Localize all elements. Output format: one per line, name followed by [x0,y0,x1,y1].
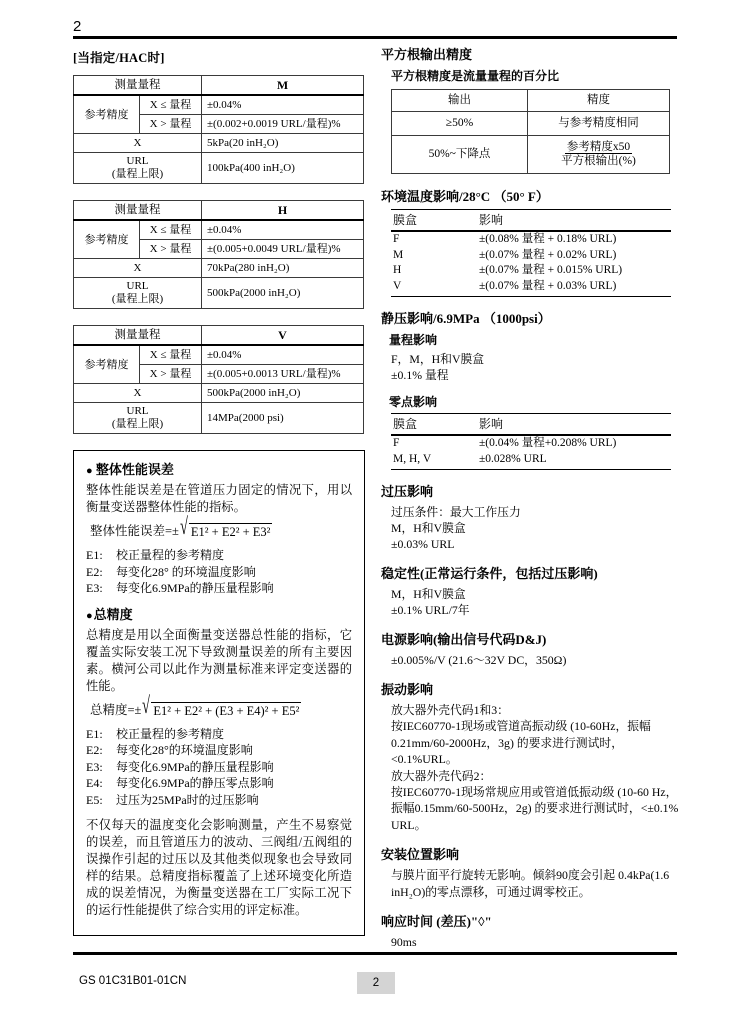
legend-text: 每变化6.9MPa的静压量程影响 [116,759,274,774]
table-row [74,326,364,346]
overall-performance-paragraph: 整体性能误差是在管道压力固定的情况下，用以衡量变送器整体性能的指标。 [86,483,352,514]
footer-rule [73,952,677,955]
list-item [86,564,352,581]
overall-performance-formula [90,514,352,540]
column-header-capsule: 膜盒 [391,414,477,436]
accuracy-fraction [528,136,670,174]
sqrt-accuracy-table [391,89,670,174]
x-label: X [74,259,202,278]
capsule-type: M, H, V [393,452,432,465]
condition-gt: X > 量程 [140,365,202,384]
accuracy-gt: ±(0.002+0.0019 URL/量程)% [202,115,364,134]
overpressure-capsules: M，H和V膜盒 [391,521,466,535]
list-item [86,580,352,597]
ambient-temperature-section [381,186,681,297]
left-column [73,48,363,936]
capsule-type: F [393,233,400,245]
legend-label: E3: [86,759,103,774]
table-row [74,259,364,278]
fraction-denominator: 平方根输出(%) [561,155,636,167]
table-header-row [391,414,671,436]
url-sublabel: (量程上限) [111,418,164,430]
overpressure-condition: 过压条件：最大工作压力 [391,505,521,519]
x-value: 5kPa(20 inH₂O) [202,134,364,153]
effect-value: ±0.028% URL [479,452,547,465]
total-accuracy-legend [86,726,352,809]
reference-accuracy-label: 参考精度 [74,220,140,259]
total-accuracy-formula [90,692,352,719]
radical-symbol [179,514,272,540]
power-supply-value: ±0.005%/V (21.6～32V DC，350Ω) [391,653,567,667]
accuracy-le: ±0.04% [202,345,364,365]
span-effect-value: ±0.1% 量程 [391,368,449,382]
table-header-row [392,90,670,112]
stability-capsules-wrap [391,586,681,602]
formula-body: E1² + E2² + (E3 + E4)² + E5² [153,703,300,718]
table-row [391,452,671,470]
legend-text: 每变化6.9MPa的静压量程影响 [116,581,274,595]
url-label-cell [74,278,202,309]
table-row [391,263,671,279]
legend-text: 每变化28°的环境温度影响 [116,743,253,757]
legend-label: E3: [86,581,103,595]
variant-header: M [202,76,364,96]
measuring-range-header: 测量量程 [74,76,202,96]
list-item [86,775,352,792]
sqrt-section-title: 平方根输出精度 [381,47,473,62]
total-accuracy-title: 总精度 [93,606,133,622]
accuracy-gt: ±(0.005+0.0049 URL/量程)% [202,240,364,259]
reference-accuracy-label: 参考精度 [74,95,140,134]
table-row [74,220,364,240]
legend-text: 过压为25MPa时的过压影响 [116,792,259,807]
ambient-section-title: 环境温度影响/28°C （50° F） [381,189,549,204]
list-item [86,547,352,564]
table-row [74,95,364,115]
stability-title: 稳定性(正常运行条件，包括过压影响) [381,566,598,581]
list-item [86,726,352,743]
column-header-accuracy: 精度 [528,90,670,112]
spacer [86,597,352,606]
spacer [381,383,681,393]
output-value: 50%~下降点 [392,136,528,174]
capsule-type: F [393,437,400,449]
column-header-effect: 影响 [477,210,671,232]
condition-gt: X > 量程 [140,240,202,259]
measuring-range-header: 测量量程 [74,201,202,221]
footer-document-code: GS 01C31B01-01CN [79,975,187,987]
legend-label: E1: [86,726,103,741]
legend-label: E5: [86,792,103,807]
spec-table-h [73,200,364,309]
variant-header: H [202,201,364,221]
formula-left-side: 总精度=± [90,702,142,717]
total-accuracy-heading [86,606,352,625]
sqrt-section-subtitle: 平方根精度是流量量程的百分比 [391,69,560,83]
condition-le: X ≤ 量程 [140,345,202,365]
list-item [86,759,352,776]
vibration-case1-label-wrap [391,702,681,718]
page-header [73,18,677,39]
static-section-title: 静压影响/6.9MPa （1000psi） [381,311,551,326]
accuracy-value: 与参考精度相同 [528,112,670,136]
list-item [86,742,352,759]
url-value: 14MPa(2000 psi) [202,403,364,434]
table-row [391,231,671,248]
vibration-case1-text: 按IEC60770-1现场或管道高振动级 (10-60Hz，振幅 0.21mm/60-2000Hz，3g) 的要求进行测试时，<0.1%URL。 [391,719,651,766]
reference-accuracy-label: 参考精度 [74,345,140,384]
stability-section [381,563,681,618]
accuracy-le: ±0.04% [202,220,364,240]
stability-value: ±0.1% URL/7年 [391,603,470,617]
right-column [381,44,681,961]
url-label: URL [126,155,149,167]
radical-symbol [142,692,301,719]
legend-text: 每变化6.9MPa的静压零点影响 [116,776,274,790]
accuracy-gt: ±(0.005+0.0013 URL/量程)% [202,365,364,384]
performance-info-box [73,450,365,936]
legend-text: 校正量程的参考精度 [116,726,225,741]
vibration-section [381,679,681,833]
spec-table-m [73,75,364,184]
legend-label: E2: [86,743,103,757]
table-row [74,134,364,153]
table-row [392,136,670,174]
total-accuracy-closing-paragraph: 不仅每天的温度变化会影响测量，产生不易察觉的误差，而且管道压力的波动、三阀组/五阀组的误操作引起的过压以及其他类似现象也会导致同样的结果。总精度指标覆盖了上述环境变化所造成的误差情况，为衡量变送器在工厂实际工况下的运行性能提供了综合实用的评定标准。 [86,818,352,917]
url-label: URL [126,405,149,417]
ambient-effect-table [391,209,671,297]
legend-text: 校正量程的参考精度 [116,548,225,562]
response-time-title: 响应时间 (差压)"◊" [381,914,492,929]
url-label-cell [74,153,202,184]
table-row [74,403,364,434]
table-row [74,76,364,96]
legend-label: E4: [86,776,103,790]
effect-value: ±(0.04% 量程+0.208% URL) [479,437,617,449]
sqrt-output-accuracy-section [381,44,681,174]
capsule-type: H [393,264,402,276]
capsule-type: M [393,248,404,261]
table-row [74,384,364,403]
overpressure-value: ±0.03% URL [391,537,455,551]
column-header-effect: 影响 [477,414,671,436]
stability-capsules: M，H和V膜盒 [391,587,466,601]
table-row [391,279,671,297]
effect-value: ±(0.07% 量程 + 0.02% URL) [479,248,617,261]
url-label: URL [126,280,149,292]
total-accuracy-paragraph: 总精度是用以全面衡量变送器总性能的指标，它覆盖实际安装工况下导致测量误差的所有主要因素。横河公司以此作为测量标准来评定变送器的性能。 [86,627,352,693]
overall-performance-heading [86,461,352,480]
legend-label: E2: [86,564,103,579]
formula-left-side: 整体性能误差=± [90,524,179,538]
url-label-cell [74,403,202,434]
vibration-case2-text: 按IEC60770-1现场常规应用或管道低振动级 (10-60 Hz，振幅0.15mm/60-500Hz，2g) 的要求进行测试时，<±0.1% URL。 [391,784,679,832]
mounting-title: 安装位置影响 [381,847,460,862]
bullet-icon: ● [86,609,93,622]
list-item [86,792,352,809]
variant-header: V [202,326,364,346]
table-header-row [391,210,671,232]
condition-le: X ≤ 量程 [140,95,202,115]
vibration-title: 振动影响 [381,682,434,697]
overpressure-section [381,481,681,552]
static-pressure-section [381,308,681,470]
column-header-capsule: 膜盒 [391,210,477,232]
spacer [86,808,352,817]
table-row [74,278,364,309]
sqrt-icon: √ [142,692,151,719]
power-supply-title: 电源影响(输出信号代码D&J) [381,632,547,647]
formula-body: E1² + E2² + E3² [190,525,271,539]
page-header-rule [73,36,677,39]
mounting-position-section [381,844,681,900]
url-sublabel: (量程上限) [111,168,164,180]
url-value: 500kPa(2000 inH₂O) [202,278,364,309]
zero-effect-table [391,413,671,470]
condition-gt: X > 量程 [140,115,202,134]
column-header-output: 输出 [392,90,528,112]
url-sublabel: (量程上限) [111,293,164,305]
bracket-title: [当指定/HAC时] [73,51,165,65]
response-time-value: 90ms [391,935,417,949]
bullet-icon: ● [86,465,93,477]
x-label: X [74,134,202,153]
overall-performance-title: 整体性能误差 [95,462,174,477]
table-row [74,153,364,184]
condition-le: X ≤ 量程 [140,220,202,240]
vibration-case1-label: 放大器外壳代码1和3： [391,703,509,717]
legend-label: E1: [86,548,103,562]
page-header-number: 2 [73,18,82,35]
fraction [559,140,638,168]
overpressure-title: 过压影响 [381,484,434,499]
table-row [391,435,671,452]
span-effect-capsules-wrap [391,351,681,367]
legend-text: 每变化28° 的环境温度影响 [116,564,256,579]
response-time-section [381,911,681,950]
table-row [74,345,364,365]
footer-page-number: 2 [357,972,395,994]
vibration-case2-label-wrap [391,768,681,784]
table-row [392,112,670,136]
x-label: X [74,384,202,403]
table-row [74,201,364,221]
overall-performance-legend [86,547,352,597]
effect-value: ±(0.07% 量程 + 0.015% URL) [479,264,623,276]
x-value: 500kPa(2000 inH₂O) [202,384,364,403]
power-supply-section [381,629,681,668]
measuring-range-header: 测量量程 [74,326,202,346]
mounting-text: 与膜片面平行旋转无影响。倾斜90度会引起 0.4kPa(1.6 inH₂O)的零点漂移，可通过调零校正。 [391,868,670,899]
vibration-case2-label: 放大器外壳代码2： [391,768,492,783]
span-effect-capsules: F，M，H和V膜盒 [391,352,485,366]
capsule-type: V [393,279,402,292]
output-value: ≥50% [392,112,528,136]
url-value: 100kPa(400 inH₂O) [202,153,364,184]
x-value: 70kPa(280 inH₂O) [202,259,364,278]
spec-table-v [73,325,364,434]
effect-value: ±(0.07% 量程 + 0.03% URL) [479,279,617,292]
table-row [391,248,671,264]
overpressure-capsules-wrap [391,520,681,536]
accuracy-le: ±0.04% [202,95,364,115]
fraction-numerator: 参考精度x50 [566,141,631,153]
effect-value: ±(0.08% 量程 + 0.18% URL) [479,233,617,245]
span-effect-title: 量程影响 [389,333,438,347]
sqrt-icon: √ [179,514,188,540]
zero-effect-title: 零点影响 [389,395,438,409]
